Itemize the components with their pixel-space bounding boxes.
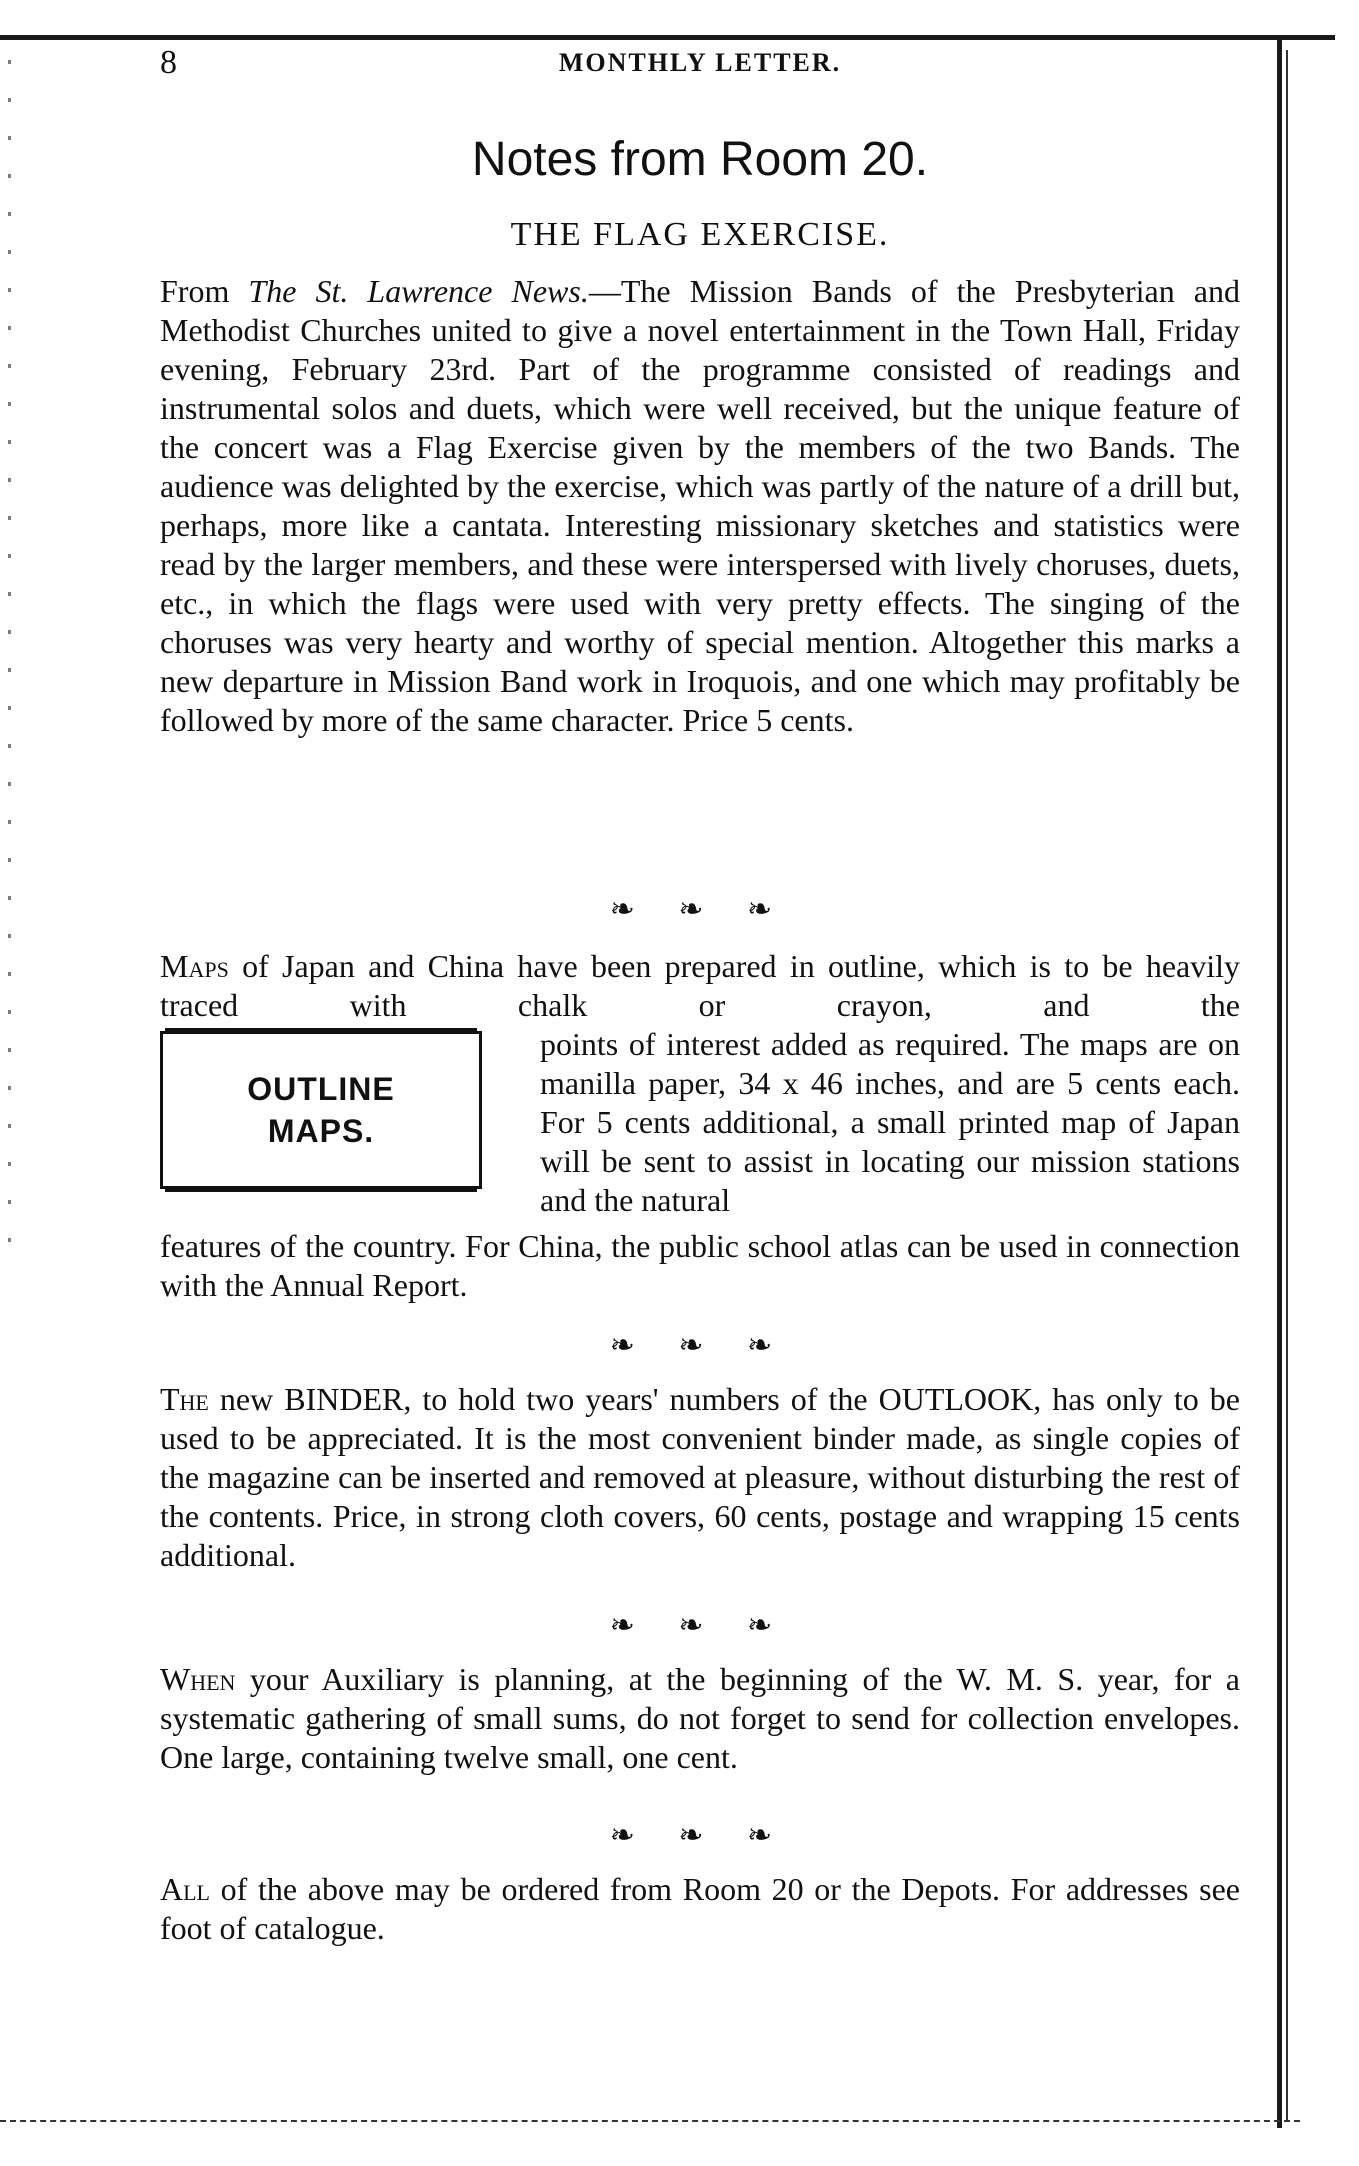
box-line-2: MAPS. [267,1113,375,1149]
maps-lead-text: of Japan and China have been prepared in outline, which is to be heavily traced with chalk or crayon, and the [160,948,1240,1023]
binder-lead-word: The [160,1381,209,1417]
box-line-1: OUTLINE [247,1071,395,1107]
ordering-lead-word: All [160,1871,210,1907]
maps-lead-word: Maps [160,948,229,984]
right-rule-inner [1286,50,1288,2120]
right-rule [1277,38,1282,2128]
outline-maps-box [160,1031,482,1189]
envelopes-paragraph [160,1660,1240,1777]
envelopes-lead-word: When [160,1661,236,1697]
ornament-divider: ❧ ❧ ❧ [609,1819,791,1852]
ornament-divider: ❧ ❧ ❧ [609,1329,791,1362]
binder-paragraph [160,1380,1240,1575]
top-rule [0,35,1335,40]
maps-tail-text: features of the country. For China, the public school atlas can be used in connection with the Annual Report. [160,1228,1240,1303]
flag-exercise-paragraph [160,272,1240,740]
ornament-divider: ❧ ❧ ❧ [609,1609,791,1642]
page-number: 8 [160,44,177,81]
section-subtitle: THE FLAG EXERCISE. [510,216,890,253]
ordering-paragraph [160,1870,1240,1948]
running-head: MONTHLY LETTER. [558,48,842,77]
ornament-divider: ❧ ❧ ❧ [609,893,791,926]
binder-text: new BINDER, to hold two years' numbers of the OUTLOOK, has only to be used to be appreciated. It is the most convenient binder made, as single copies of the magazine can be inserted and removed at pleasure, without disturbing the rest of the contents. Price, in strong cloth covers, 60 cents, postage and wrapping 15 cents additional. [160,1381,1240,1573]
maps-lead [160,947,1240,1025]
maps-side-text: points of interest added as required. The maps are on manilla paper, 34 x 46 inches, and are 5 cents each. For 5 cents additional, a small printed map of Japan will be sent to assist in locating our mission stations and the natural [540,1026,1240,1218]
outline-maps-paragraph [160,947,1240,1305]
left-margin-speckles [8,60,11,1260]
source-prefix: From [160,273,249,309]
maps-flow [160,1025,1240,1227]
flag-exercise-text: —The Mission Bands of the Presbyterian and Methodist Churches united to give a novel entertainment in the Town Hall, Friday evening, February 23rd. Part of the programme consisted of readings and instrumental solos and duets, which were well received, but the unique feature of the concert was a Flag Exercise given by the members of the two Bands. The audience was delighted by the exercise, which was partly of the nature of a drill but, perhaps, more like a cantata. Interesting missionary sketches and statistics were read by the larger members, and these were interspersed with lively choruses, duets, etc., in which the flags were used with very pretty effects. The singing of the choruses was very hearty and worthy of special mention. Altogether this marks a new departure in Mission Band work in Iroquois, and one which may profitably be followed by more of the same character. Price 5 cents. [160,273,1241,738]
page-title: Notes from Room 20. [471,133,929,186]
bottom-rule [0,2120,1300,2124]
page-header [160,44,1240,88]
envelopes-text: your Auxiliary is planning, at the beginning of the W. M. S. year, for a systematic gathering of small sums, do not forget to send for collection envelopes. One large, containing twelve small, one cent. [160,1661,1240,1775]
source-title: The St. Lawrence News. [248,273,589,309]
ordering-text: of the above may be ordered from Room 20 or the Depots. For addresses see foot of catalogue. [160,1871,1240,1946]
outline-maps-box-label [163,1068,479,1152]
